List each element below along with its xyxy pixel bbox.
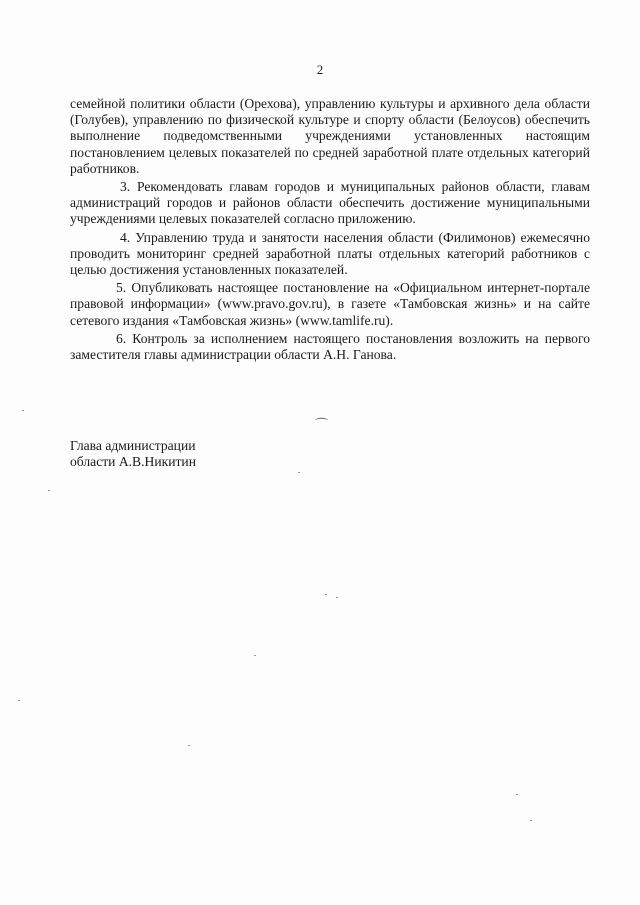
closing-mark: ⌒ [315, 417, 329, 432]
document-body [70, 96, 590, 363]
scan-speck [254, 655, 256, 656]
paragraph-continuation: семейной политики области (Орехова), управлению культуры и архивного дела области (Голубев), управлению по физической культуре и спорту области (Белоусов) обеспечить выполнение подведомственными учреждениями установленных настоящим постановлением целевых показателей по средней заработной плате отдельных категорий работников. [70, 96, 590, 176]
scan-speck [516, 794, 518, 795]
scan-speck [188, 745, 190, 746]
page-number: 2 [316, 62, 324, 77]
paragraph-item-5: 5. Опубликовать настоящее постановление на «Официальном интернет-портале правовой информации» (www.pravo.gov.ru), в газете «Тамбовская жизнь» и на сайте сетевого издания «Тамбовская жизнь» (www.tamlife.ru). [70, 280, 590, 328]
scan-speck [18, 700, 20, 701]
scan-speck [325, 594, 327, 595]
signature-name: области А.В.Никитин [70, 454, 196, 470]
signature-block [70, 438, 196, 470]
scan-speck [22, 410, 24, 411]
scan-speck [530, 820, 532, 821]
scan-speck [298, 472, 300, 473]
paragraph-item-4: 4. Управлению труда и занятости населения области (Филимонов) ежемесячно проводить мониторинг средней заработной платы отдельных категорий работников с целью достижения установленных показателей. [70, 229, 590, 278]
paragraph-item-6: 6. Контроль за исполнением настоящего постановления возложить на первого заместителя главы администрации области А.Н. Ганова. [70, 330, 590, 363]
scan-speck [48, 490, 50, 491]
scan-speck [336, 597, 338, 598]
signature-title: Глава администрации [70, 438, 196, 453]
paragraph-item-3: 3. Рекомендовать главам городов и муниципальных районов области, главам администраций городов и районов области обеспечить достижение муниципальными учреждениями целевых показателей согласно приложению. [70, 179, 590, 227]
